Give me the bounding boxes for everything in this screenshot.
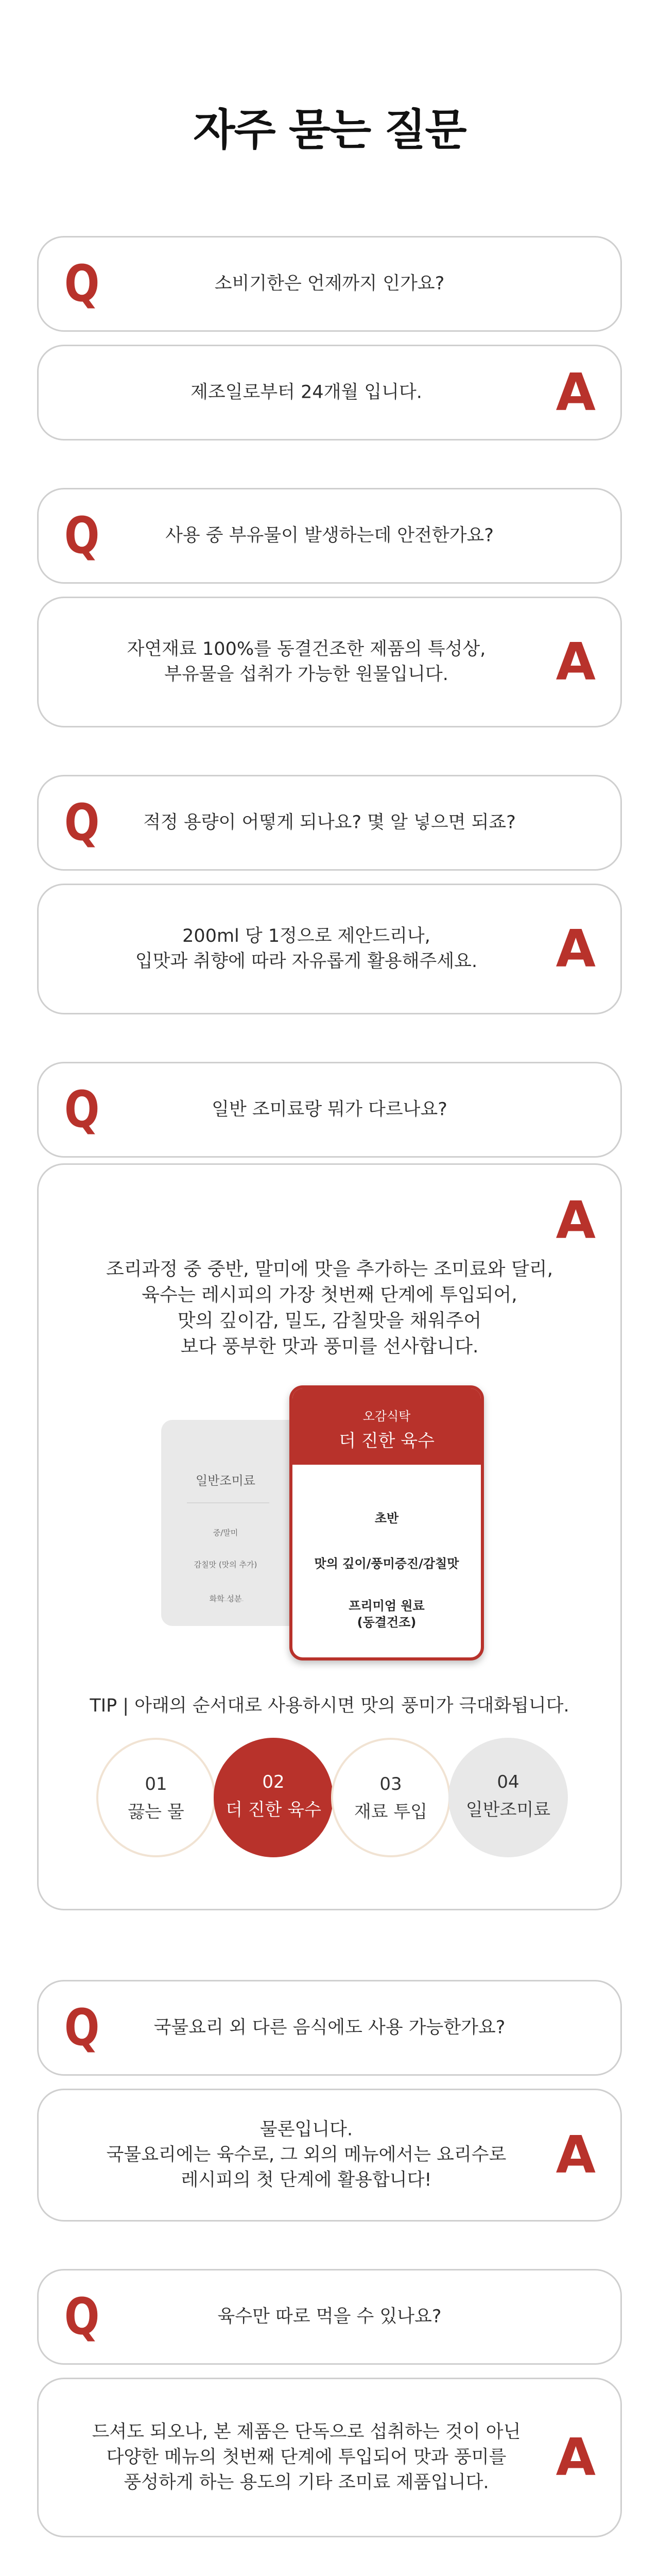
q-mark: Q [64,1080,100,1139]
question-text: 육수만 따로 먹을 수 있나요? [217,2306,442,2327]
question-card-2[interactable] [37,488,622,584]
step-number: 02 [262,1772,285,1792]
general-item: 감칠맛 (맛의 추가) [194,1560,257,1569]
product-name: 더 진한 육수 [339,1431,435,1451]
general-item: 중/말미 [213,1528,238,1537]
step-number: 04 [497,1772,519,1792]
a-mark: A [556,632,596,692]
answer-card-2 [37,597,622,727]
brand-name: 오감식탁 [362,1409,411,1423]
product-item: 프리미엄 원료 (동결건조) [349,1599,425,1630]
q-mark: Q [64,506,100,565]
a-mark: A [556,2427,596,2487]
product-item: 맛의 깊이/풍미증진/감칠맛 [314,1556,459,1571]
general-item: 화학 성분 [209,1594,242,1603]
question-text: 사용 중 부유물이 발생하는데 안전한가요? [165,525,494,546]
tip-text: TIP | 아래의 순서대로 사용하시면 맛의 풍미가 극대화됩니다. [90,1696,569,1716]
product-panel-header [292,1388,481,1465]
general-seasoning-title: 일반조미료 [196,1473,255,1488]
step-label: 재료 투입 [354,1802,428,1822]
answer-text: 드셔도 되오나, 본 제품은 단독으로 섭취하는 것이 아닌 다양한 메뉴의 첫번째 단계에 투입되어 맛과 풍미를 풍성하게 하는 용도의 기타 조미료 제품입니다. [92,2421,521,2493]
step-4 [448,1738,568,1857]
step-2 [214,1738,333,1857]
question-card-4[interactable] [37,1062,622,1158]
question-card-5[interactable] [37,1980,622,2076]
answer-text: 자연재료 100%를 동결건조한 제품의 특성상, 부유물을 섭취가 가능한 원물입니다. [127,639,486,685]
question-text: 일반 조미료랑 뭐가 다르나요? [212,1099,447,1120]
answer-text: 제조일로부터 24개월 입니다. [190,382,422,403]
step-number: 01 [145,1774,167,1794]
q-mark: Q [64,793,100,852]
a-mark: A [556,919,596,979]
product-panel [289,1385,484,1660]
step-label: 일반조미료 [465,1800,551,1820]
divider [187,1502,269,1503]
step-label: 끓는 물 [128,1802,184,1822]
question-text: 적정 용량이 어떻게 되나요? 몇 알 넣으면 되죠? [143,812,516,833]
answer-card-4 [37,1163,622,1910]
step-number: 03 [379,1774,402,1794]
question-card-6[interactable] [37,2269,622,2365]
question-card-1[interactable] [37,236,622,332]
a-mark: A [556,362,596,422]
q-mark: Q [64,255,100,313]
question-text: 소비기한은 언제까지 인가요? [214,273,445,294]
q-mark: Q [64,2287,100,2346]
step-label: 더 진한 육수 [226,1800,321,1820]
answer-card-5 [37,2089,622,2222]
question-text: 국물요리 외 다른 음식에도 사용 가능한가요? [153,2017,506,2038]
answer-card-1 [37,345,622,440]
product-item: 초반 [374,1511,399,1526]
a-mark: A [556,2125,596,2185]
answer-card-3 [37,884,622,1014]
answer-card-6 [37,2378,622,2537]
answer-text: 조리과정 중 중반, 말미에 맛을 추가하는 조미료와 달리, 육수는 레시피의 가장 첫번째 단계에 투입되어, 맛의 깊이감, 밀도, 감칠맛을 채워주어 보다 풍부한 맛과 풍미를 선사합니다. [106,1259,553,1357]
question-card-3[interactable] [37,775,622,871]
answer-text: 물론입니다. 국물요리에는 육수로, 그 외의 메뉴에서는 요리수로 레시피의 첫 단계에 활용합니다! [106,2119,507,2191]
step-1 [96,1738,216,1857]
q-mark: Q [64,1998,100,2057]
a-mark: A [556,1190,596,1250]
page-title: 자주 묻는 질문 [193,105,466,155]
answer-text: 200ml 당 1정으로 제안드리나, 입맛과 취향에 따라 자유롭게 활용해주세요. [135,926,478,972]
step-3 [331,1738,450,1857]
